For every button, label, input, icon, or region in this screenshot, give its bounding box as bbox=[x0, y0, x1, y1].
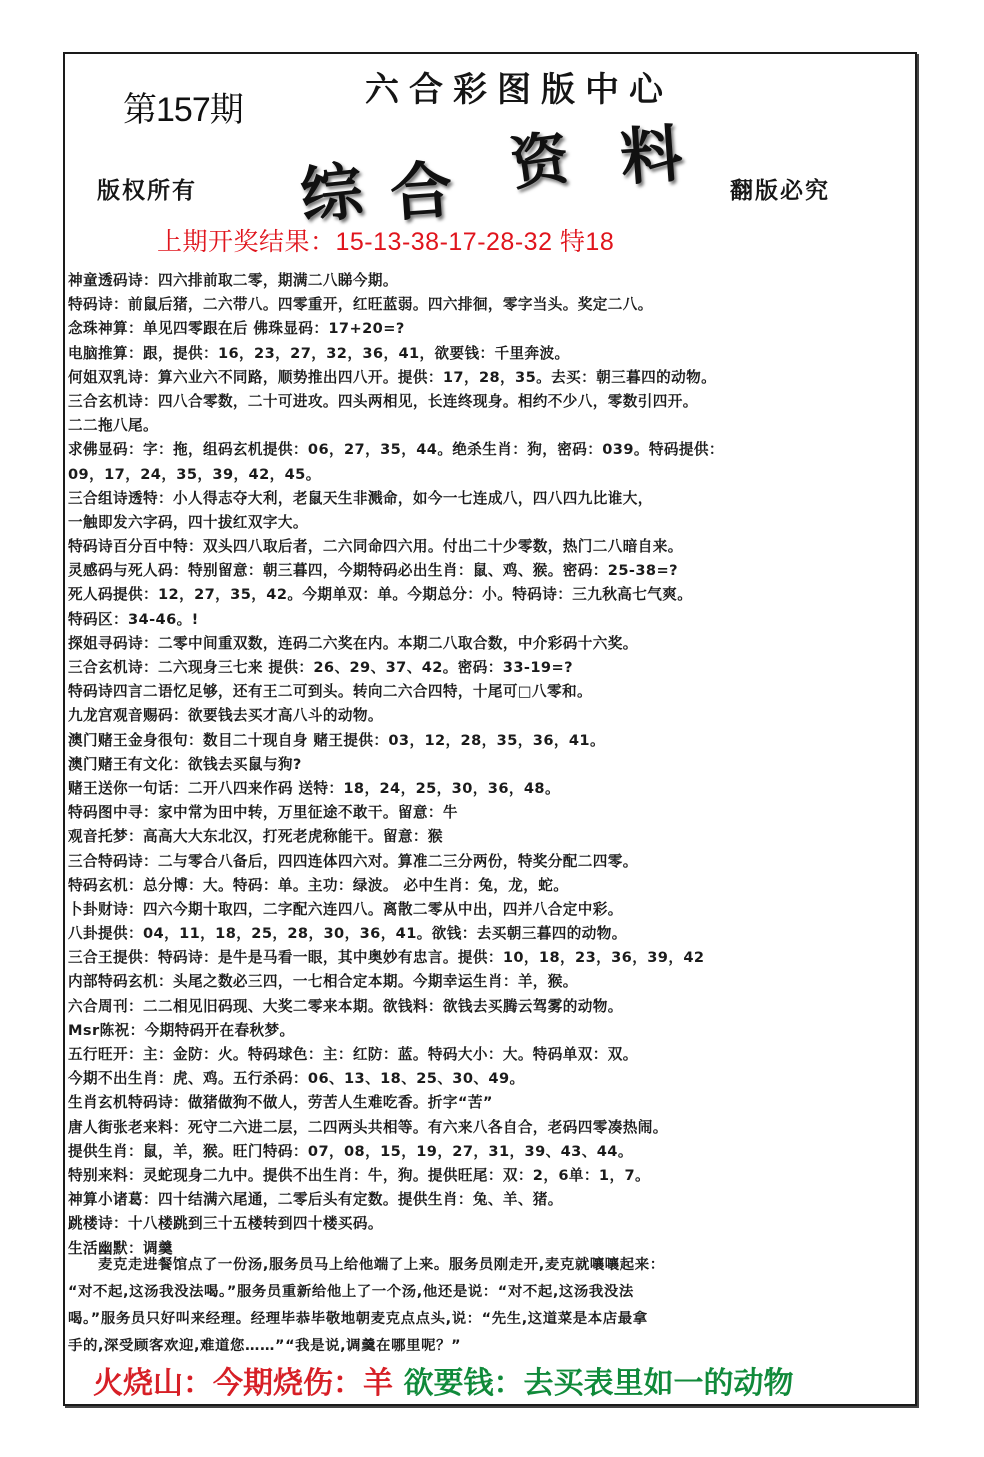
content-line: 特码诗四言二语忆足够，还有王二可到头。转向二六合四特，十尾可□八零和。 bbox=[68, 683, 592, 701]
content-line: 今期不出生肖：虎、鸡。五行杀码：06、13、18、25、30、49。 bbox=[68, 1070, 525, 1088]
big-title-char: 综 bbox=[296, 153, 367, 234]
content-line: 生肖玄机特码诗：做猪做狗不做人，劳苦人生难吃香。折字“苦” bbox=[68, 1094, 493, 1112]
content-line: 三合王提供：特码诗：是牛是马看一眼，其中奥妙有忠言。提供：10，18，23，36，39，42 bbox=[68, 949, 705, 967]
humor-story bbox=[68, 1252, 908, 1360]
content-line: 三合特码诗：二与零合八备后，四四连体四六对。算准二三分两份，特奖分配二四零。 bbox=[68, 852, 638, 870]
content-line: 特码诗：前鼠后猪，二六带八。四零重开，红旺蓝弱。四六排徊，零字当头。奖定二八。 bbox=[68, 296, 653, 314]
content-line: 何姐双乳诗：算六业六不同路，顺势推出四八开。提供：17，28，35。去买：朝三暮四的动物。 bbox=[68, 368, 717, 386]
content-line: 神童透码诗：四六排前取二零，期满二八睇今期。 bbox=[68, 272, 398, 289]
content-line: 内部特码玄机：头尾之数必三四，一七相合定本期。今期幸运生肖：羊，猴。 bbox=[68, 973, 578, 991]
content-line: 唐人街张老来料：死守二六进二层，二四两头共相等。有六来八各自合，老码四零凑热闹。 bbox=[68, 1118, 668, 1136]
content-line: 二二拖八尾。 bbox=[68, 417, 158, 435]
content-lines bbox=[68, 269, 908, 1261]
content-line: 电脑推算：跟，提供：16，23，27，32，36，41，欲要钱：千里奔波。 bbox=[68, 344, 570, 362]
big-title-char: 合 bbox=[387, 152, 455, 231]
footer-green-text: 欲要钱：去买表里如一的动物 bbox=[393, 1366, 794, 1401]
content-line: 特码图中寻：家中常为田中转，万里征途不敢干。留意：牛 bbox=[68, 804, 458, 822]
content-line: 五行旺开：主：金防：火。特码球色：主：红防：蓝。特码大小：大。特码单双：双。 bbox=[68, 1046, 638, 1063]
big-title-char: 资 bbox=[506, 123, 574, 199]
content-line: 特码玄机：总分博：大。特码：单。主功：绿波。 必中生肖：兔，龙，蛇。 bbox=[68, 876, 569, 894]
footer-banner bbox=[93, 1358, 793, 1402]
content-line: 八卦提供：04，11，18，25，28，30，36，41。欲钱：去买朝三暮四的动物。 bbox=[68, 925, 627, 943]
story-line: “对不起,这汤我没法喝。”服务员重新给他上了一个汤,他还是说：“对不起,这汤我没法 bbox=[68, 1284, 634, 1300]
content-line: 三合玄机诗：四八合零数，二十可进攻。四头两相见，长连终现身。相约不少八，零数引四开。 bbox=[68, 392, 698, 410]
footer-red-text: 火烧山：今期烧伤：羊 bbox=[93, 1366, 393, 1401]
piracy-warning: 翻版必究 bbox=[730, 178, 830, 204]
content-line: 一触即发六字码，四十拔红双字大。 bbox=[68, 513, 308, 531]
humor-heading: 生活幽默：调羹 bbox=[68, 1239, 173, 1257]
content-line: 三合组诗透特：小人得志夺大利，老鼠天生非溅命，如今一七连成八，四八四九比谁大， bbox=[68, 489, 653, 507]
content-line: 09，17，24，35，39，42，45。 bbox=[68, 465, 321, 483]
story-line: 手的,深受顾客欢迎,难道您……”“我是说,调羹在哪里呢？” bbox=[68, 1338, 462, 1354]
content-line: 探姐寻码诗：二零中间重双数，连码二六奖在内。本期二八取合数，中介彩码十六奖。 bbox=[68, 634, 638, 652]
content-line: 神算小诸葛：四十结满六尾通，二零后头有定数。提供生肖：兔、羊、猪。 bbox=[68, 1191, 563, 1209]
content-line: 九龙宫观音赐码：欲要钱去买才高八斗的动物。 bbox=[68, 707, 383, 725]
story-line: 麦克走进餐馆点了一份汤,服务员马上给他端了上来。服务员刚走开,麦克就嚷嚷起来： bbox=[68, 1257, 665, 1273]
center-title: 六合彩图版中心 bbox=[365, 70, 673, 110]
story-line: 喝。”服务员只好叫来经理。经理毕恭毕敬地朝麦克点点头,说：“先生,这道菜是本店最拿 bbox=[68, 1311, 648, 1327]
content-line: 澳门赌王金身很句：数目二十现自身 赌王提供：03，12，28，35，36，41。 bbox=[68, 731, 605, 749]
content-line: 特码区：34-46。! bbox=[68, 610, 199, 628]
issue-number: 第157期 bbox=[123, 91, 243, 129]
content-line: 死人码提供：12，27，35，42。今期单双：单。今期总分：小。特码诗：三九秋高七气爽。 bbox=[68, 586, 693, 604]
content-line: 提供生肖：鼠，羊，猴。旺门特码：07，08，15，19，27，31，39、43、44。 bbox=[68, 1142, 633, 1160]
document-frame bbox=[63, 52, 917, 1406]
content-line: 念珠神算：单见四零跟在后 佛珠显码：17+20=? bbox=[68, 320, 405, 338]
content-line: 卜卦财诗：四六今期十取四，二字配六连四八。离散二零从中出，四并八合定中彩。 bbox=[68, 900, 623, 918]
content-line: 求佛显码：字：拖，组码玄机提供：06，27，35，44。绝杀生肖：狗，密码：039。特码提供： bbox=[68, 441, 724, 459]
big-title-char: 料 bbox=[617, 116, 685, 195]
content-line: 灵感码与死人码：特别留意：朝三暮四，今期特码必出生肖：鼠、鸡、猴。密码：25-38=? bbox=[68, 562, 678, 580]
content-line: 澳门赌王有文化：欲钱去买鼠与狗? bbox=[68, 755, 302, 773]
content-line: 六合周刊：二二相见旧码现、大奖二零来本期。欲钱料：欲钱去买腾云驾雾的动物。 bbox=[68, 997, 623, 1015]
content-line: 赌王送你一句话：二开八四来作码 送特：18，24，25，30，36，48。 bbox=[68, 779, 560, 797]
content-line: 特别来料：灵蛇现身二九中。提供不出生肖：牛，狗。提供旺尾：双：2，6单：1，7。 bbox=[68, 1166, 650, 1184]
content-line: Msr陈祝：今期特码开在春秋梦。 bbox=[68, 1021, 295, 1039]
content-line: 观音托梦：高高大大东北汉，打死老虎称能干。留意：猴 bbox=[68, 828, 443, 846]
last-draw-result: 上期开奖结果：15-13-38-17-28-32 特18 bbox=[157, 228, 615, 256]
copyright-mark: 版权所有 bbox=[97, 178, 197, 204]
content-line: 三合玄机诗：二六现身三七来 提供：26、29、37、42。密码：33-19=? bbox=[68, 659, 573, 676]
content-line: 跳楼诗：十八楼跳到三十五楼转到四十楼买码。 bbox=[68, 1215, 383, 1233]
content-line: 特码诗百分百中特：双头四八取后者，二六同命四六用。付出二十少零数，热门二八暗自来。 bbox=[68, 538, 683, 556]
